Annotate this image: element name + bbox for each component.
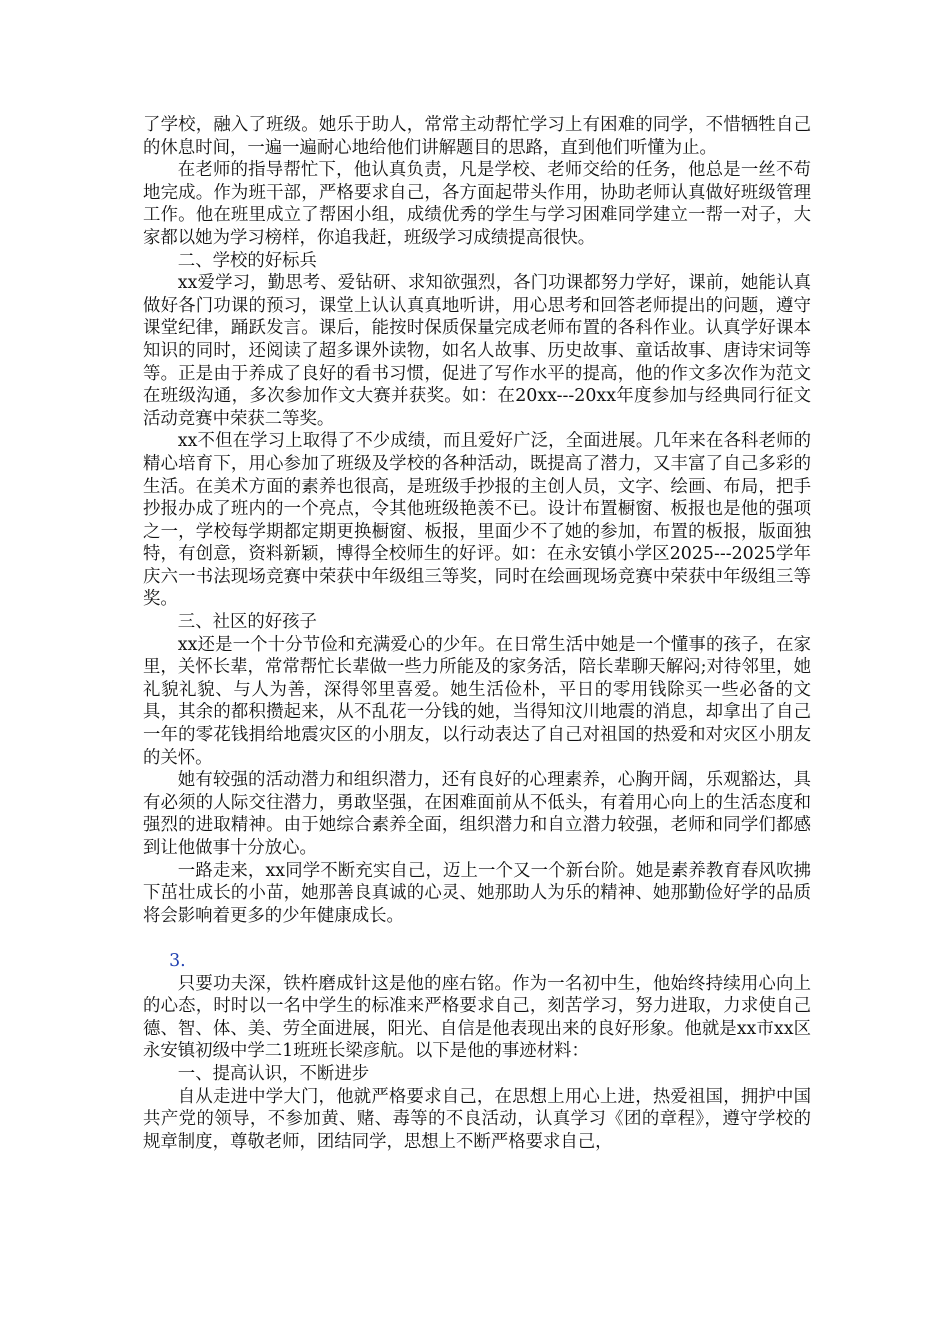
paragraph: 只要功夫深，铁杵磨成针这是他的座右铭。作为一名初中生，他始终持续用心向上的心态，时时以一名中学生的标准来严格要求自己，刻苦学习，努力进取，力求使自己德、智、体、美、劳全面进展，阳光、自信是他表现出来的良好形象。他就是xx市xx区永安镇初级中学二1班班长梁彦航。以下是他的事迹材料：: [143, 973, 811, 1062]
paragraph: 一路走来，xx同学不断充实自己，迈上一个又一个新台阶。她是素养教育春风吹拂下茁壮成长的小苗，她那善良真诚的心灵、她那助人为乐的精神、她那勤俭好学的品质将会影响着更多的少年健康成长。: [143, 860, 811, 926]
paragraph: 自从走进中学大门，他就严格要求自己，在思想上用心上进，热爱祖国，拥护中国共产党的领导，不参加黄、赌、毒等的不良活动，认真学习《团的章程》，遵守学校的规章制度，尊敬老师，团结同学，思想上不断严格要求自己，: [143, 1086, 811, 1152]
paragraph: 了学校，融入了班级。她乐于助人，常常主动帮忙学习上有困难的同学，不惜牺牲自己的休息时间，一遍一遍耐心地给他们讲解题目的思路，直到他们听懂为止。: [143, 115, 811, 158]
paragraph: 二、学校的好标兵: [177, 250, 317, 271]
paragraph: 一、提高认识，不断进步: [177, 1063, 370, 1084]
blank-line: [143, 927, 811, 950]
paragraph: xx爱学习，勤思考、爱钻研、求知欲强烈，各门功课都努力学好，课前，她能认真做好各门功课的预习，课堂上认认真真地听讲，用心思考和回答老师提出的问题，遵守课堂纪律，踊跃发言。课后，能按时保质保量完成老师布置的各科作业。认真学好课本知识的同时，还阅读了超多课外读物，如名人故事、历史故事、童话故事、唐诗宋词等等。正是由于养成了良好的看书习惯，促进了写作水平的提高，他的作文多次作为范文在班级沟通，多次参加作文大赛并获奖。如：在20xx---20xx年度参加与经典同行征文活动竞赛中荣获二等奖。: [143, 273, 811, 429]
paragraph: xx不但在学习上取得了不少成绩，而且爱好广泛，全面进展。几年来在各科老师的精心培育下，用心参加了班级及学校的各种活动，既提高了潜力，又丰富了自己多彩的生活。在美术方面的素养也很高，是班级手抄报的主创人员，文字、绘画、布局，把手抄报办成了班内的一个亮点，令其他班级艳羡不已。设计布置橱窗、板报也是他的强项之一，学校每学期都定期更换橱窗、板报，里面少不了她的参加，布置的板报，版面独特，有创意，资料新颖，博得全校师生的好评。如：在永安镇小学区2025---2025学年庆六一书法现场竞赛中荣获中年级组三等奖，同时在绘画现场竞赛中荣获中年级组三等奖。: [143, 431, 811, 610]
document-body: [143, 114, 811, 1153]
section-number: 3.: [169, 950, 186, 971]
paragraph: xx还是一个十分节俭和充满爱心的少年。在日常生活中她是一个懂事的孩子，在家里，关怀长辈，常常帮忙长辈做一些力所能及的家务活，陪长辈聊天解闷;对待邻里，她礼貌礼貌、与人为善，深得邻里喜爱。她生活俭朴，平日的零用钱除买一些必备的文具，其余的都积攒起来，从不乱花一分钱的她，当得知汶川地震的消息，却拿出了自己一年的零花钱捐给地震灾区的小朋友，以行动表达了自己对祖国的热爱和对灾区小朋友的关怀。: [143, 634, 811, 768]
paragraph: 三、社区的好孩子: [177, 612, 317, 633]
document-part-2: [143, 973, 811, 1154]
paragraph: 她有较强的活动潜力和组织潜力，还有良好的心理素养，心胸开阔，乐观豁达，具有必须的人际交往潜力，勇敢坚强，在困难面前从不低头，有着用心向上的生活态度和强烈的进取精神。由于她综合素养全面，组织潜力和自立潜力较强，老师和同学们都感到让他做事十分放心。: [143, 770, 811, 858]
document-part-1: [143, 114, 811, 927]
paragraph: 在老师的指导帮忙下，他认真负责，凡是学校、老师交给的任务，他总是一丝不苟地完成。作为班干部，严格要求自己，各方面起带头作用，协助老师认真做好班级管理工作。他在班里成立了帮困小组，成绩优秀的学生与学习困难同学建立一帮一对子，大家都以她为学习榜样，你追我赶，班级学习成绩提高很快。: [143, 160, 811, 248]
